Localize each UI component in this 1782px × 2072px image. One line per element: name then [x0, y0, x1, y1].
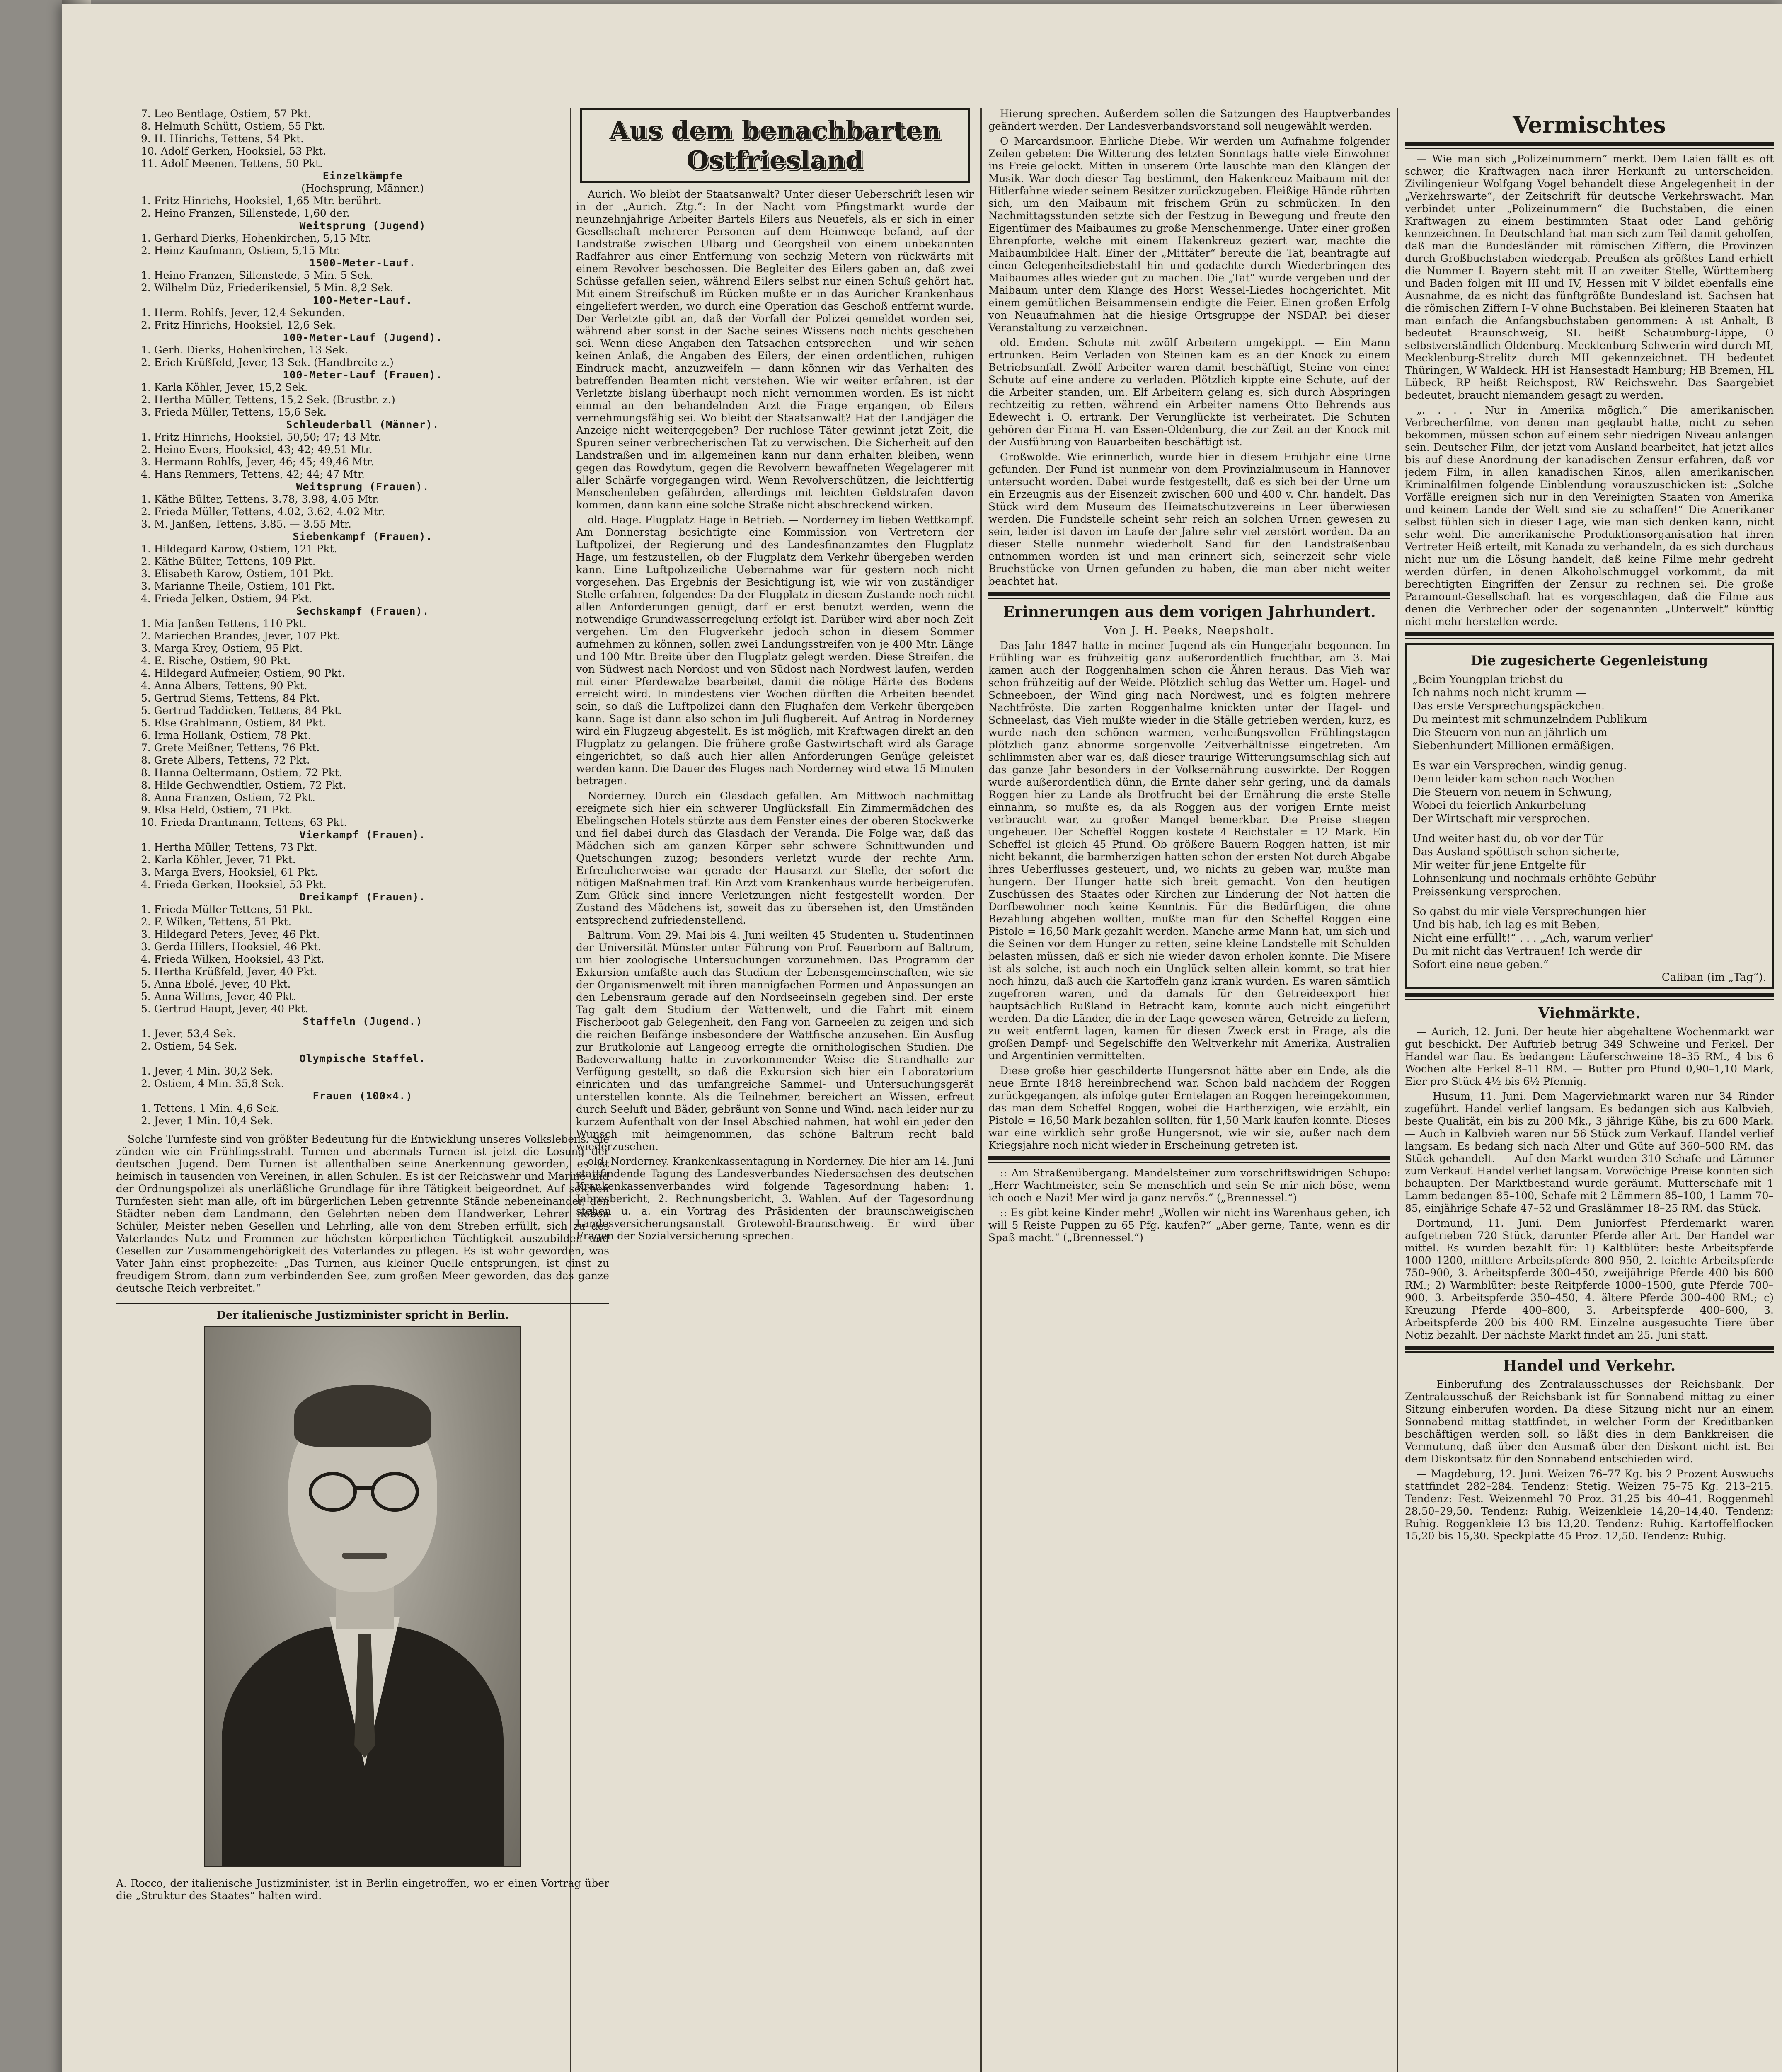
trade-paragraph: — Einberufung des Zentralausschusses der Reichsbank. Der Zentralausschuß der Reichsbank ist für Sonnabend mittag zu einer Sitzung einberufen worden. Da diese Sitzung nicht nur an einem Sonnabend mittag stattfindet, in welcher Form der Kreditbanken beschäftigen werden soll, so läßt dies in dem Bankkreisen die Vermutung, daß über den Ausmaß über den Diskont nicht ist. Bei dem Diskontsatz für den Sonnabend entschieden wird. — [1405, 1378, 1774, 1465]
column-local-news — [988, 108, 1390, 1247]
results-line: 7. Grete Meißner, Tettens, 76 Pkt. — [141, 742, 320, 754]
results-line: 11. Adolf Meenen, Tettens, 50 Pkt. — [141, 157, 323, 169]
results-line: 1. Käthe Bülter, Tettens, 3.78, 3.98, 4.05 Mtr. — [141, 493, 380, 505]
poem-line: So gabst du mir viele Versprechungen hier — [1412, 905, 1646, 918]
results-line: 3. Gerda Hillers, Hooksiel, 46 Pkt. — [141, 941, 321, 953]
results-subheading: Frauen (100×4.) — [312, 1090, 413, 1102]
column-sports-results — [116, 108, 609, 1912]
section-header-line2: Ostfriesland — [586, 145, 964, 175]
results-subheading: Vierkampf (Frauen). — [299, 829, 426, 841]
market-paragraph: — Aurich, 12. Juni. Der heute hier abgehaltene Wochenmarkt war gut beschickt. Der Auftrieb betrug 349 Schweine und Ferkel. Der Handel war flau. Es bedangen: Läuferschweine 18–35 RM., 4 bis 6 Wochen alte Ferkel 8–11 RM. — Butter pro Pfund 0,90–1,10 Mark, Eier pro Stück 4½ bis 6½ Pfennig. — [1405, 1026, 1774, 1087]
results-line: 4. Anna Albers, Tettens, 90 Pkt. — [141, 680, 307, 692]
results-line: 3. Elisabeth Karow, Ostiem, 101 Pkt. — [141, 568, 334, 580]
results-line: 10. Frieda Drantmann, Tettens, 63 Pkt. — [141, 816, 347, 828]
poem-author: Caliban (im „Tag“). — [1661, 971, 1766, 984]
results-line: 2. Käthe Bülter, Tettens, 109 Pkt. — [141, 555, 316, 567]
poem-line: Der Wirtschaft mir versprochen. — [1412, 813, 1590, 825]
results-line: 2. F. Wilken, Tettens, 51 Pkt. — [141, 916, 292, 928]
poem-line: Lohnsenkung und nochmals erhöhte Gebühr — [1412, 872, 1656, 885]
poem-line: „Beim Youngplan triebst du — — [1412, 673, 1578, 686]
stanza-gap — [1412, 753, 1766, 759]
column-ostfriesland — [576, 108, 974, 1245]
results-line: 4. E. Rische, Ostiem, 90 Pkt. — [141, 655, 291, 667]
results-line: 8. Anna Franzen, Ostiem, 72 Pkt. — [141, 792, 315, 804]
poem-line: Ich nahms noch nicht krumm — — [1412, 687, 1587, 699]
results-line: 2. Fritz Hinrichs, Hooksiel, 12,6 Sek. — [141, 319, 336, 331]
results-line: 1. Fritz Hinrichs, Hooksiel, 50,50; 47; 43 Mtr. — [141, 431, 382, 443]
handel-articles — [1405, 1378, 1774, 1542]
results-line: 1. Jever, 4 Min. 30,2 Sek. — [141, 1065, 273, 1077]
joke-snippets — [988, 1167, 1390, 1244]
results-line: 2. Ostiem, 54 Sek. — [141, 1040, 237, 1052]
poem-line: Die Steuern von neuem in Schwung, — [1412, 786, 1612, 799]
results-line: 3. Marga Evers, Hooksiel, 61 Pkt. — [141, 866, 318, 878]
memories-article — [988, 639, 1390, 1152]
news-paragraph: Hierung sprechen. Außerdem sollen die Satzungen des Hauptverbandes geändert werden. Der Landesverbandsvorstand soll neugewählt werden. — [988, 108, 1390, 132]
results-line: 1. Herm. Rohlfs, Jever, 12,4 Sekunden. — [141, 307, 345, 319]
news-paragraph: old. Emden. Schute mit zwölf Arbeitern umgekippt. — Ein Mann ertrunken. Beim Verladen von Steinen kam es an der Knock zu einem Betriebsunfall. Zwölf Arbeiter waren damit beschäftigt, Steine von einer Schute auf eine andere zu verladen. Plötzlich kippte eine Schute, auf der die Arbeiter standen, um. Elf Arbeitern gelang es, sich durch Abspringen rechtzeitig zu retten, während ein Arbeiter namens Otto Behrends aus Edewecht i. O. ertrank. Der Verunglückte ist verheiratet. Die Schuten gehören der Firma H. van Essen-Oldenburg, die zur Zeit an der Knock mit der Ausführung von Bauarbeiten beschäftigt ist. — [988, 336, 1390, 448]
poem-lines — [1412, 673, 1766, 971]
stanza-gap — [1412, 825, 1766, 832]
results-line: 2. Heino Franzen, Sillenstede, 1,60 der. — [141, 207, 350, 219]
results-line: 2. Frieda Müller, Tettens, 4.02, 3.62, 4.02 Mtr. — [141, 506, 385, 518]
poem-line: Preissenkung versprochen. — [1412, 886, 1561, 898]
poem-line: Mir weiter für jene Entgelte für — [1412, 859, 1586, 871]
vermischtes-title: Vermischtes — [1513, 111, 1666, 138]
results-line: 4. Hildegard Aufmeier, Ostiem, 90 Pkt. — [141, 667, 345, 679]
poem-line: Du meintest mit schmunzelndem Publikum — [1412, 713, 1648, 726]
results-subheading: Einzelkämpfe — [322, 170, 403, 182]
results-line: 1. Gerh. Dierks, Hohenkirchen, 13 Sek. — [141, 344, 348, 356]
results-line: 4. Frieda Wilken, Hooksiel, 43 Pkt. — [141, 953, 324, 965]
results-subheading: Dreikampf (Frauen). — [299, 891, 426, 903]
poem-line: Nicht eine erfüllt!“ . . . „Ach, warum verlier' — [1412, 932, 1654, 944]
section-header-box — [580, 108, 970, 183]
stanza-gap — [1412, 898, 1766, 905]
results-line: 5. Gertrud Haupt, Jever, 40 Pkt. — [141, 1003, 308, 1015]
news-paragraph: Baltrum. Vom 29. Mai bis 4. Juni weilten 45 Studenten u. Studentinnen der Universität Münster unter Führung von Prof. Feuerborn auf Baltrum, um hier zoologische Untersuchungen vorzunehmen. Das Programm der Exkursion umfaßte auch das Studium der Lebensgemeinschaften, wie sie der Organismenwelt mit ihren mannigfachen Formen und Anpassungen an den Lebensraum gerade auf den Nordseeinseln gegeben sind. Der erste Tag galt dem Studium der Wattenwelt, und die Fahrt mit einem Fischerboot gab Gelegenheit, den Fang von Garneelen zu zeigen und sich die reichen Beifänge insbesondere der Wattfische anzusehen. Ein Ausflug zur Brutkolonie auf Langeoog erregte die ornithologischen Studien. Die Badeverwaltung hatte in zuvorkommender Weise die Strandhalle zur Verfügung gestellt, so daß die Exkursion sich hier ein Laboratorium einrichten und das umfangreiche Sammel- und Untersuchungsgerät unterstellen konnte. Als die Teilnehmer, bereichert an Wissen, erfreut durch Seeluft und Bäder, gebräunt von Sonne und Wind, nach leider nur zu kurzem Aufenthalt von der Insel Abschied nahmen, hat wohl ein jeder den Wunsch mit heimgenommen, das schöne Baltrum recht bald wiederzusehen. — [576, 929, 974, 1152]
vermischtes-articles — [1405, 153, 1774, 628]
results-line: 8. Hilde Gechwendtler, Ostiem, 72 Pkt. — [141, 779, 346, 791]
results-line: 3. M. Janßen, Tettens, 3.85. — 3.55 Mtr. — [141, 518, 351, 530]
results-line: 2. Hertha Müller, Tettens, 15,2 Sek. (Brustbr. z.) — [141, 394, 395, 406]
results-subheading: Schleuderball (Männer). — [286, 419, 439, 431]
poem-line: Es war ein Versprechen, windig genug. — [1412, 760, 1627, 772]
news-paragraph: — Wie man sich „Polizeinummern“ merkt. Dem Laien fällt es oft schwer, die Kraftwagen nach ihrer Herkunft zu unterscheiden. Zivilingenieur Wolfgang Vogel behandelt diese Angelegenheit in der „Verkehrswarte“, der Zeitschrift für deutsche Verkehrswacht. Man verbindet unter „Polizeinummern“ die Buchstaben, die einen Kraftwagen zu einem bestimmten Staat oder Land gehörig kennzeichnen. In Deutschland hat man sich zum Teil damit geholfen, daß man die Bundesländer mit römischen Ziffern, die Provinzen durch Großbuchstaben wiedergab. Preußen als größtes Land erhielt die Nummer I. Bayern steht mit II an zweiter Stelle, Württemberg und Baden folgen mit III und IV, Hessen mit V bildet ebenfalls eine Ausnahme, da es nicht das fünftgrößte Bundesland ist. Sachsen hat die römischen Ziffern I–V ohne Buchstaben. Bei kleineren Staaten hat man einfach die Anfangsbuchstaben genommen: A ist Anhalt, B bedeutet Braunschweig, SL heißt Schaumburg-Lippe, O selbstverständlich Oldenburg. Mecklenburg-Schwerin wird durch MI, Mecklenburg-Strelitz durch MII gekennzeichnet. TH bedeutet Thüringen, W Waldeck. HH ist Hansestadt Hamburg; HB Bremen, HL Lübeck, RP heißt Reichspost, RW Reichswehr. Das Saargebiet bedeutet, braucht niemandem gesagt zu werden. — [1405, 153, 1774, 401]
results-subheading: 100-Meter-Lauf (Jugend). — [283, 332, 443, 344]
market-paragraph: Dortmund, 11. Juni. Dem Juniorfest Pferdemarkt waren aufgetrieben 720 Stück, darunter Pferde aller Art. Der Handel war mittel. Es wurden bezahlt für: 1) Kaltblüter: beste Arbeitspferde 1000–1200, mittlere Arbeitspferde 800–950, 2. leichte Arbeitspferde 750–900, 3. Arbeitspferde 300–450, zweijährige Pferde 400 bis 600 RM.; 2) Warmblüter: beste Reitpferde 1000–1500, gute Pferde 700–900, 3. Arbeitspferde 350–450, 4. ältere Pferde 300–400 RM.; c) Kreuzung Pferde 400–800, 3. Arbeitspferde 400–600, 3. Arbeitspferde 200 bis 400 RM. Einzelne ausgesuchte Tiere über Notiz bezahlt. Der nächste Markt findet am 25. Juni statt. — [1405, 1217, 1774, 1341]
results-line: 5. Anna Ebolé, Jever, 40 Pkt. — [141, 978, 291, 990]
results-line: 1. Mia Janßen Tettens, 110 Pkt. — [141, 617, 307, 629]
results-line: 3. Marga Krey, Ostiem, 95 Pkt. — [141, 642, 303, 654]
results-line: 1. Heino Franzen, Sillenstede, 5 Min. 5 Sek. — [141, 269, 373, 281]
results-line: 1. Hildegard Karow, Ostiem, 121 Pkt. — [141, 543, 337, 555]
results-line: 2. Jever, 1 Min. 10,4 Sek. — [141, 1115, 273, 1127]
results-line: 1. Tettens, 1 Min. 4,6 Sek. — [141, 1102, 279, 1114]
article-paragraph: Das Jahr 1847 hatte in meiner Jugend als ein Hungerjahr begonnen. Im Frühling war es frühzeitig ganz außerordentlich fruchtbar, am 3. Mai kamen auch der Roggenhalmen schon die Ähren heraus. Das Vieh war schon frühzeitig auf der Weide. Plötzlich schlug das Wetter um. Hagel- und Schneeboen, der Wind ging nach Nordwest, und es folgten mehrere Nachtfröste. Die zarten Roggenhalme knickten unter der Hagel- und Schneelast, das Vieh mußte wieder in die Ställe getrieben werden, kurz, es wurde nach den schönen warmen, verheißungsvollen Frühlingstagen plötzlich ganz abnorme sorgenvolle Zeitverhältnisse eingetreten. Am schlimmsten aber war es, daß dieser traurige Witterungsumschlag sich auf das ganze Jahr besonders in der Volksernährung auswirkte. Der Roggen wurde außerordentlich dünn, die Ernte daher sehr gering, und da damals Roggen hier zu Lande als Brotfrucht bei der Ernährung die erste Stelle einnahm, so mußte es, da als Roggen aus der vorigen Ernte meist verbraucht war, zu großer Mangel bemerkbar. Die Preise stiegen ungeheuer. Der Scheffel Roggen kostete 4 Reichstaler = 12 Mark. Ein Scheffel ist gleich 45 Pfund. Ob größere Bauern Roggen hatten, ist mir nicht bekannt, die barmherzigen hatten schon der ersten Not durch Abgabe ihres Ueberflusses gesteuert, und, wo nichts zu geben war, mußte man hungern. Der Hunger hatte sich breit gemacht. Von den heutigen Zuschüssen des Staates oder Kirchen zur Linderung der Not hatten die Dorfbewohner noch keine Kenntnis. Für die Bedürftigen, die ohne Bezahlung abgeben wollten, mußte man für den Scheffel Roggen eine Pistole = 16,50 Mark gezahlt werden. Manche arme Mann hat, um sich und die Seinen vor dem Hunger zu retten, seine kleine Landstelle mit Schulden belasten müssen, daß er sich nie wieder davon erholen konnte. Die Misere ist als solche, ist auch noch ein Unglück selten allein kommt, so trat hier noch hinzu, daß auch die Kartoffeln ganz krank wurden. Es waren sämtlich zugefroren waren, und da damals für den Getreideexport hier hauptsächlich Rußland in Betracht kam, konnte auch nicht eingeführt werden. Da die Länder, die in der Lage gewesen wären, Getreide zu liefern, zu weit entfernt lagen, kamen für diesen Zweck erst in Frage, als die großen Dampf- und Segelschiffe den Weltverkehr mit Amerika, Australien und Argentinien vermittelten. — [988, 639, 1390, 1062]
column-vermischtes — [1405, 108, 1774, 1545]
results-line: 1. Jever, 53,4 Sek. — [141, 1028, 236, 1040]
poem-box — [1405, 643, 1774, 989]
results-subheading: 100-Meter-Lauf (Frauen). — [283, 369, 443, 381]
results-line: 1. Karla Köhler, Jever, 15,2 Sek. — [141, 381, 308, 393]
joke-paragraph: :: Am Straßenübergang. Mandelsteiner zum vorschriftswidrigen Schupo: „Herr Wachtmeister, sein Se menschlich und sein Se mir nich böse, wenn ich ooch e Nazi! Mer wird ja ganz nervös.“ („Brennessel.“) — [988, 1167, 1390, 1204]
results-line: 9. H. Hinrichs, Tettens, 54 Pkt. — [141, 133, 304, 145]
results-line: 2. Wilhelm Düz, Friederikensiel, 5 Min. 8,2 Sek. — [141, 282, 394, 294]
results-line: 7. Leo Bentlage, Ostiem, 57 Pkt. — [141, 108, 311, 120]
news-paragraph: Aurich. Wo bleibt der Staatsanwalt? Unter dieser Ueberschrift lesen wir in der „Aurich. Ztg.“: In der Nacht vom Pfingstmarkt wurde der neunzehnjährige Arbeiter Bartels Eilers aus Neuefels, als er sich in einer Gesellschaft mehrerer Personen auf dem Heimwege befand, auf der Landstraße zwischen Ulbarg und Georgsheil von einem unbekannten Radfahrer aus einer Entfernung von sechzig Metern von rückwärts mit einem Revolver beschossen. Die Begleiter des Eilers gaben an, daß zwei Schüsse gefallen seien, während Eilers selbst nur einen Schuß gehört hat. Mit einem Streifschuß im Rücken mußte er in das Auricher Krankenhaus eingeliefert werden, wo durch eine Operation das Geschoß entfernt wurde. Der Verletzte gibt an, daß der Vorfall der Polizei gemeldet worden sei, während aber sonst in der Sache seines Wissens noch nichts geschehen sei. Wenn diese Angaben den Tatsachen entsprechen — und wir sehen keinen Anlaß, die Angaben des Eilers, der einen ordentlichen, ruhigen Eindruck macht, anzuzweifeln — dann können wir das Verhalten des betreffenden Beamten nicht verstehen. Wie wir weiter erfahren, ist der Verletzte bislang überhaupt noch nicht vernommen worden. Es ist nicht einmal an den behandelnden Arzt die Frage ergangen, ob Eilers vernehmungsfähig sei. Wo bleibt der Staatsanwalt? Hat der Landjäger die Anzeige nicht weitergegeben? Der ruchlose Täter gewinnt jetzt Zeit, die Spuren seiner verbrecherischen Tat zu verwischen. Die Sicherheit auf den Landstraßen und im allgemeinen kann nur dann erhalten bleiben, wenn gegen das Rowdytum, gegen die Revolvern bewaffneten Wegelagerer mit aller Schärfe vorgegangen wird. Wenn Revolverschützen, die leichtfertig Menschenleben gefährden, allerdings mit leichten Geldstrafen davon kommen, dann kann eine solche Straße nicht abschreckend wirken. — [576, 188, 974, 511]
results-line: 10. Adolf Gerken, Hooksiel, 53 Pkt. — [141, 145, 326, 157]
poem-line: Und bis hab, ich lag es mit Beben, — [1412, 919, 1600, 931]
turnfest-paragraph: Solche Turnfeste sind von größter Bedeutung für die Entwicklung unseres Volkslebens. Sie zünden wie ein Frühlingsstrahl. Turnen und abermals Turnen ist jetzt die Losung der deutschen Jugend. Dem Turnen ist allenthalben seine Anerkennung geworden, es ist heimisch in tausenden von Vereinen, in allen Schulen. Es ist der Reichswehr und Marine und der Ordnungspolizei als unerläßliche Grundlage für ihre Tätigkeit beigeordnet. Auf solchen Turnfesten sieht man alle, oft im bürgerlichen Leben getrennte Stände nebeneinander, den Städter neben dem Landmann, den Gelehrten neben dem Handwerker, Lehrer neben Schüler, Meister neben Gesellen und Lehrling, alle von dem Streben erfüllt, sich zu des Vaterlandes Nutz und Frommen zur höchsten körperlichen Tüchtigkeit auszubilden und Gesellen zur Zusammengehörigkeit des Vaterlandes zu pflegen. Es ist wahr geworden, was Vater Jahn einst prophezeite: „Das Turnen, aus kleiner Quelle entsprungen, ist einst zu freudigem Strom, dann zum verbindenden See, zum großen Meer geworden, das das ganze deutsche Reich verbreitet.“ — [116, 1133, 609, 1294]
photo-caption: A. Rocco, der italienische Justizminister, ist in Berlin eingetroffen, wo er einen Vortrag über die „Struktur des Staates“ halten wird. — [116, 1877, 609, 1902]
photo-title: Der italienische Justizminister spricht in Berlin. — [216, 1309, 509, 1322]
results-line: 5. Else Grahlmann, Ostiem, 84 Pkt. — [141, 717, 326, 729]
results-line: 6. Irma Hollank, Ostiem, 78 Pkt. — [141, 729, 311, 741]
results-subheading: Sechskampf (Frauen). — [296, 605, 429, 617]
news-paragraph: old. Hage. Flugplatz Hage in Betrieb. — Norderney im lieben Wettkampf. Am Donnerstag besichtigte eine Kommission von Vertretern der Luftpolizei, der Regierung und des Landesfinanzamtes den Flugplatz Hage, um festzustellen, ob der Flugplatz dem Verkehr übergeben werden kann. Eine Luftpolizeiliche Uebernahme war für gestern noch nicht vorgesehen. Das Ergebnis der Besichtigung ist, wie wir von zuständiger Stelle erfahren, folgendes: Da der Flugplatz in diesem Zustande noch nicht allen Anforderungen genügt, darf er erst benutzt werden, wenn die notwendige Grundwasserregelung erfolgt ist. Darüber wird aber noch Zeit vergehen. Um den Flugverkehr jedoch schon in diesem Sommer aufnehmen zu können, sollen zwei Landungsstreifen von je 400 Mtr. Länge und 100 Mtr. Breite über den Flugplatz gelegt werden. Diese Streifen, die von Südwest nach Nordost und von Südost nach Nordwest laufen, werden mit einer Pferdewalze bearbeitet, damit die nötige Härte des Bodens erreicht wird. In mindestens vier Wochen dürften die Arbeiten beendet sein, so daß die Luftpolizei dann den Flughafen dem Verkehr übergeben kann. Sage ist dann also schon im Juli flugbereit. Auf Antrag in Norderney wird ein Flugzeug abgestellt. Es ist möglich, mit Kraftwagen direkt an den Flugplatz zu gelangen. Die frühere große Gastwirtschaft wird als Garage eingerichtet, so daß auch hier allen Anforderungen Genüge geleistet werden kann. Die Dauer des Fluges nach Norderney wird etwa 15 Minuten betragen. — [576, 514, 974, 787]
results-line: 4. Frieda Gerken, Hooksiel, 53 Pkt. — [141, 879, 327, 891]
section-header-line1: Aus dem benachbarten — [586, 116, 964, 145]
results-line: 5. Gertrud Taddicken, Tettens, 84 Pkt. — [141, 704, 342, 716]
results-subheading: Siebenkampf (Frauen). — [293, 530, 433, 542]
joke-paragraph: :: Es gibt keine Kinder mehr! „Wollen wir nicht ins Warenhaus gehen, ich will 5 Reiste Puppen zu 65 Pfg. kaufen?“ „Aber gerne, Tante, wenn es dir Spaß macht.“ („Brennessel.“) — [988, 1207, 1390, 1244]
portrait-photo — [204, 1326, 521, 1867]
column-rule — [980, 108, 982, 2072]
local-articles — [988, 108, 1390, 588]
market-paragraph: — Husum, 11. Juni. Dem Magerviehmarkt waren nur 34 Rinder zugeführt. Handel verlief langsam. Es bedangen sich aus Kalbvieh, beste Qualität, ein bis zu 200 Mk., 3 jährige Kühe, bis zu 600 Mark. — Auch in Kalbvieh waren nur 56 Stück zum Verkauf. Handel verlief langsam. Es bedang sich nach Alter und Güte auf 360–500 RM. das Stück gehandelt. — Auf den Markt wurden 310 Schafe und Lämmer zum Verkauf. Handel verlief langsam. Vorwöchige Preise konnten sich behaupten. Der Marktbestand wurde geräumt. Mutterschafe mit 1 Lamm bedangen 85–100, Schafe mit 2 Lämmern 85–100, 1 Lamm 70–85, einjährige Schafe 47–52 und Graslämmer 18–25 RM. das Stück. — [1405, 1090, 1774, 1214]
results-line: 5. Gertrud Siems, Tettens, 84 Pkt. — [141, 692, 320, 704]
trade-paragraph: — Magdeburg, 12. Juni. Weizen 76–77 Kg. bis 2 Prozent Auswuchs stattfindet 282–284. Tendenz: Stetig. Weizen 75–75 Kg. 213–215. Tendenz: Fest. Weizenmehl 70 Proz. 31,25 bis 40–41, Roggenmehl 28,50–29,50. Tendenz: Ruhig. Weizenkleie 14,20–14,40. Tendenz: Ruhig. Roggenkleie 13 bis 13,20. Tendenz: Ruhig. Kartoffelflocken 15,20 bis 15,30. Speckplatte 45 Proz. 12,50. Tendenz: Ruhig. — [1405, 1468, 1774, 1542]
results-line: (Hochsprung, Männer.) — [301, 182, 424, 194]
results-line: 1. Frieda Müller Tettens, 51 Pkt. — [141, 903, 313, 915]
poem-line: Das Ausland spöttisch schon sicherte, — [1412, 846, 1620, 858]
poem-title: Die zugesicherte Gegenleistung — [1470, 653, 1708, 668]
news-paragraph: old. Norderney. Krankenkassentagung in Norderney. Die hier am 14. Juni stattfindende Tagung des Landesverbandes Niedersachsen des deutschen Krankenkassenverbandes wird folgende Tagesordnung haben: 1. Jahresbericht, 2. Rechnungsbericht, 3. Wahlen. Auf der Tagesordnung stehen u. a. ein Vortrag des Präsidenten der braunschweigischen Landesversicherungsanstalt Grotewohl-Braunschweig. Er wird über Fragen der Sozialversicherung sprechen. — [576, 1155, 974, 1242]
results-line: 3. Hildegard Peters, Jever, 46 Pkt. — [141, 928, 320, 940]
news-paragraph: Norderney. Durch ein Glasdach gefallen. Am Mittwoch nachmittag ereignete sich hier ein schwerer Unglücksfall. Ein Zimmermädchen des Ebelingschen Hotels stürzte aus dem Fenster eines der oberen Stockwerke und fiel dabei durch das Glasdach der Veranda. Die Folge war, daß das Mädchen sich am ganzen Körper sehr schwere Schnittwunden und Quetschungen zuzog; besonders verletzt wurde der rechte Arm. Erfreulicherweise war gerade der Hausarzt zur Stelle, der sofort die nötigen Maßnahmen traf. Ein Arzt vom Krankenhaus wurde herbeigerufen. Zum Glück sind innere Verletzungen nicht festgestellt worden. Der Zustand des Mädchens ist, soweit das zu übersehen ist, den Umständen entsprechend zufriedenstellend. — [576, 790, 974, 926]
results-line: 3. Frieda Müller, Tettens, 15,6 Sek. — [141, 406, 327, 418]
ostfriesland-articles — [576, 188, 974, 1242]
results-line: 8. Hanna Oeltermann, Ostiem, 72 Pkt. — [141, 767, 342, 779]
results-line: 2. Karla Köhler, Jever, 71 Pkt. — [141, 854, 296, 866]
results-subheading: Staffeln (Jugend.) — [303, 1015, 423, 1027]
results-line: 2. Heinz Kaufmann, Ostiem, 5,15 Mtr. — [141, 244, 341, 257]
results-line: 2. Erich Krüßfeld, Jever, 13 Sek. (Handbreite z.) — [141, 356, 394, 368]
poem-line: Und weiter hast du, ob vor der Tür — [1412, 833, 1604, 845]
poem-line: Du mit nicht das Vertrauen! Ich werde dir — [1412, 945, 1642, 958]
poem-line: Das erste Versprechungspäckchen. — [1412, 700, 1605, 712]
results-line: 4. Hans Remmers, Tettens, 42; 44; 47 Mtr. — [141, 468, 365, 480]
results-subheading: 100-Meter-Lauf. — [312, 294, 413, 306]
column-rule — [1397, 108, 1398, 2072]
poem-line: Sofort eine neue geben.“ — [1412, 959, 1549, 971]
newspaper-page — [62, 4, 1782, 2072]
results-line: 4. Frieda Jelken, Ostiem, 94 Pkt. — [141, 593, 312, 605]
sports-results-list — [116, 108, 609, 1127]
results-line: 8. Helmuth Schütt, Ostiem, 55 Pkt. — [141, 120, 326, 132]
results-line: 1. Hertha Müller, Tettens, 73 Pkt. — [141, 841, 317, 853]
news-paragraph: O Marcardsmoor. Ehrliche Diebe. Wir werden um Aufnahme folgender Zeilen gebeten: Die Witterung des letzten Sonntags hatte viele Einwohner ins Freie gelockt. Mitten in unserem Orte lauschte man den Klängen der Musik. War doch dieser Tag bestimmt, den Hakenkreuz-Maibaum mit der Hitlerfahne wieder seinem Besitzer zurückzugeben. Fleißige Hände rührten sich, um den Maibaum mit frischem Grün zu schmücken. In den Nachmittagsstunden setzte sich der Festzug in Bewegung und freute den Eigentümer des Maibaumes zu große Menschenmenge. Unter einer großen Ehrenpforte, welche mit einem Hakenkreuz geziert war, machte die Maibaumbildee Halt. Einer der „Mittäter“ bereute die Tat, beantragte auf einen Gelegenheitsdiebstahl hin und gedachte durch Wiederbringen des Maibaumes alles wieder gut zu machen. Die „Tat“ wurde vergeben und der Maibaum unter dem Klange des Horst Wessel-Liedes hochgerichtet. Mit einem gemütlichen Beisammensein endigte die Feier. Einen großen Erfolg von Neuaufnahmen hat die hiesige Ortsgruppe der NSDAP. bei dieser Veranstaltung zu verzeichnen. — [988, 135, 1390, 334]
results-line: 1. Gerhard Dierks, Hohenkirchen, 5,15 Mtr. — [141, 232, 372, 244]
handel-title: Handel und Verkehr. — [1503, 1357, 1676, 1375]
poem-line: Denn leider kam schon nach Wochen — [1412, 773, 1615, 785]
news-paragraph: Großwolde. Wie erinnerlich, wurde hier in diesem Frühjahr eine Urne gefunden. Der Fund ist nunmehr von dem Provinzialmuseum in Hannover untersucht worden. Dabei wurde festgestellt, daß es sich bei der Urne um ein Erzeugnis aus der Eisenzeit zwischen 600 und 400 v. Chr. handelt. Das Stück wird dem Museum des Heimatschutzvereins in Leer überwiesen werden. Die Fundstelle scheint sehr reich an solchen Urnen gewesen zu sein, leider ist davon im Laufe der Jahre sehr viel zerstört worden. Da an dieser Stelle nunmehr wiederholt Sand für den Landstraßenbau entnommen worden ist und man erinnert sich, seinerzeit sehr viele Bruchstücke von Urnen gefunden zu haben, die man aber nicht weiter beachtet hat. — [988, 451, 1390, 587]
results-line: 2. Heino Evers, Hooksiel, 43; 42; 49,51 Mtr. — [141, 443, 373, 455]
viehmaerkte-articles — [1405, 1026, 1774, 1341]
results-subheading: Weitsprung (Jugend) — [299, 220, 426, 232]
results-line: 2. Mariechen Brandes, Jever, 107 Pkt. — [141, 630, 341, 642]
results-subheading: Weitsprung (Frauen). — [296, 481, 429, 493]
poem-line: Die Steuern von nun an jährlich um — [1412, 726, 1608, 739]
article-byline: Von J. H. Peeks, Neepsholt. — [1104, 625, 1275, 637]
results-line: 9. Elsa Held, Ostiem, 71 Pkt. — [141, 804, 293, 816]
article-title: Erinnerungen aus dem vorigen Jahrhundert. — [1003, 603, 1376, 621]
results-line: 8. Grete Albers, Tettens, 72 Pkt. — [141, 754, 310, 766]
results-line: 3. Marianne Theile, Ostiem, 101 Pkt. — [141, 580, 335, 592]
viehmaerkte-title: Viehmärkte. — [1538, 1005, 1641, 1022]
news-paragraph: „. . . . Nur in Amerika möglich.“ Die amerikanischen Verbrecherfilme, von denen man geglaubt hatte, nicht zu sehen bekommen, müssen schon auf einem sehr niedrigen Niveau anlangen sein. Deutscher Film, der jetzt vom Ausland bearbeitet, hat jetzt alles bis auf diese Anordnung der kanadischen Zensur erfahren, daß vor jedem Film, in allen kanadischen Kinos, allen amerikanischen Kriminalfilmen folgende Einblendung vorauszuschicken ist: „Solche Vorfälle ereignen sich nur in den Vereinigten Staaten von Amerika und keinem Lande der Welt sind sie zu schaffen!“ Die Amerikaner selbst fühlen sich in dieser Lage, wie man sich denken kann, nicht sehr wohl. Die amerikanische Produktionsorganisation hat ihren Vertreter Heiß erteilt, mit Kanada zu verhandeln, da es sich durchaus nicht nur um die Lösung handelt, daß keine Filme mehr gedreht werden dürfen, in denen Alkoholschmuggel vorkommt, da mit berechtigten Eingriffen der Zensur zu rechnen sei. Die große Paramount-Gesellschaft hat es vorgeschlagen, daß die Filme aus denen die Verbrecher oder der sogenannten „Unterwelt“ künftig nicht mehr herstellen werde. — [1405, 404, 1774, 627]
results-line: 3. Hermann Rohlfs, Jever, 46; 45; 49,46 Mtr. — [141, 456, 374, 468]
results-subheading: Olympische Staffel. — [299, 1053, 426, 1065]
results-line: 1. Fritz Hinrichs, Hooksiel, 1,65 Mtr. berührt. — [141, 195, 382, 207]
results-line: 5. Anna Willms, Jever, 40 Pkt. — [141, 990, 297, 1002]
photo-block — [116, 1303, 609, 1902]
poem-line: Wobei du feierlich Ankurbelung — [1412, 799, 1586, 812]
results-line: 2. Ostiem, 4 Min. 35,8 Sek. — [141, 1077, 284, 1089]
results-line: 5. Hertha Krüßfeld, Jever, 40 Pkt. — [141, 966, 317, 978]
results-subheading: 1500-Meter-Lauf. — [309, 257, 416, 269]
poem-line: Siebenhundert Millionen ermäßigen. — [1412, 740, 1615, 752]
article-paragraph: Diese große hier geschilderte Hungersnot hätte aber ein Ende, als die neue Ernte 1848 hereinbrechend war. Schon bald nachdem der Roggen zurückgegangen, als infolge guter Erntelagen an Roggen hereingekommen, das man dem Scheffel Roggen, wobei die Hartherzigen, wie erzählt, ein Pistole = 16,50 Mark bezahlen sollten, für 1,50 Mark kaufen konnte. Dieses war eine wirklich sehr große Hungersnot, wie wir sie, außer nach dem Kriegsjahre noch nicht wieder in Erscheinung getreten ist. — [988, 1065, 1390, 1151]
